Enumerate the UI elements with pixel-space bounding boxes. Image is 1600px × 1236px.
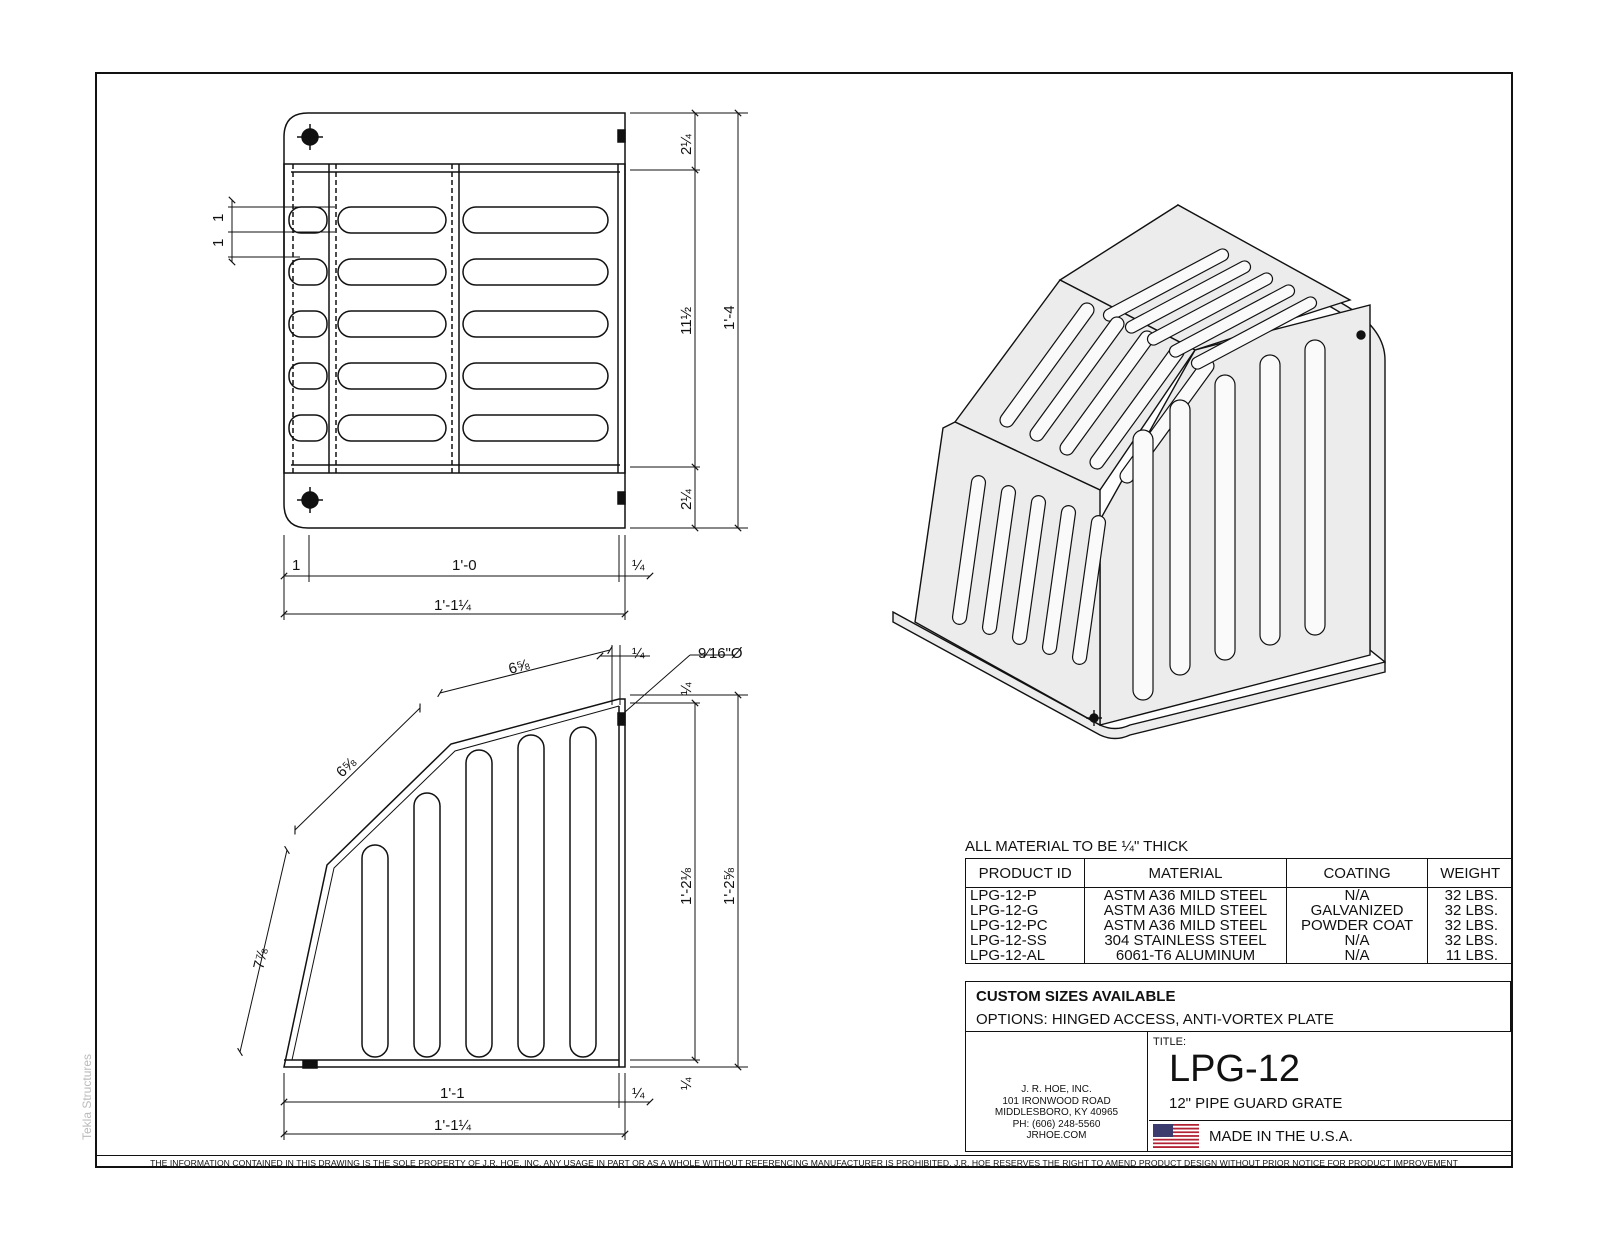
spec-cell: ASTM A36 MILD STEEL (1103, 917, 1268, 934)
isometric-view (893, 205, 1385, 739)
dim-top-thk: ¼ (632, 645, 645, 662)
slot (289, 415, 327, 441)
top-view (284, 113, 625, 528)
dim-opening: 11½ (678, 306, 695, 335)
dim-bottom-offset: ¼ (678, 1077, 695, 1090)
slot (338, 363, 446, 389)
custom-options-box (965, 981, 1511, 1031)
company-web: JRHOE.COM (1026, 1130, 1087, 1141)
side-view-outline (284, 699, 625, 1067)
spec-cell: 32 LBS. (1444, 902, 1498, 919)
spec-header-row (966, 859, 1513, 888)
spec-cell: POWDER COAT (1300, 917, 1414, 934)
slot (463, 259, 608, 285)
top-view-dimensions (228, 113, 748, 620)
slot (463, 363, 608, 389)
spec-table (965, 858, 1513, 964)
company-name: J. R. HOE, INC. (1021, 1084, 1092, 1095)
slot (463, 311, 608, 337)
iso-mount-hole (1357, 331, 1365, 339)
slot (289, 207, 327, 233)
slot (338, 311, 446, 337)
slot (466, 750, 492, 1057)
dim-top-offset: ¼ (678, 682, 695, 695)
slot (518, 735, 544, 1057)
spec-cell: LPG-12-G (970, 902, 1039, 919)
col-material: MATERIAL (1085, 859, 1286, 888)
spec-cell: N/A (1344, 932, 1370, 949)
dim-slot-a: 1 (210, 213, 227, 222)
spec-cell: ASTM A36 MILD STEEL (1103, 887, 1268, 904)
dim-slot-b: 1 (210, 238, 227, 247)
title-main: LPG-12 (1169, 1048, 1300, 1090)
spec-cell: 11 LBS. (1445, 947, 1498, 964)
dim-overall-height: 1'-4 (721, 305, 738, 330)
spec-cell: N/A (1344, 947, 1370, 964)
slot (1170, 400, 1190, 675)
col-coating: COATING (1286, 859, 1428, 888)
dim-bottom-flange: 2¼ (678, 489, 695, 510)
spec-cell: LPG-12-PC (970, 917, 1048, 934)
spec-cell: LPG-12-AL (970, 947, 1046, 964)
slot (1305, 340, 1325, 635)
dim-hole: 9⁄16"Ø (698, 645, 743, 662)
slot (1133, 430, 1153, 700)
dim-overall-height-side: 1'-2⅝ (721, 867, 738, 905)
top-view-slots (289, 207, 608, 441)
slot (338, 259, 446, 285)
side-view (284, 699, 625, 1068)
watermark: Tekla Structures (80, 1053, 94, 1140)
coating-cell (1286, 888, 1428, 964)
dim-mid-slope: 6⅝ (332, 754, 360, 781)
spec-cell: N/A (1344, 887, 1370, 904)
slot (570, 727, 596, 1057)
spec-cell: 32 LBS. (1444, 917, 1498, 934)
slot (362, 845, 388, 1057)
top-view-grate-frame (284, 164, 625, 473)
custom-sizes: CUSTOM SIZES AVAILABLE (976, 988, 1176, 1005)
company-phone: PH: (606) 248-5560 (1012, 1118, 1101, 1130)
title-label: TITLE: (1153, 1036, 1187, 1048)
dim-inner-height: 1'-2⅛ (678, 867, 695, 905)
slot (338, 207, 446, 233)
dim-overall-width: 1'-1¼ (434, 597, 472, 614)
slot (414, 793, 440, 1057)
material-note: ALL MATERIAL TO BE ¼" THICK (965, 838, 1189, 855)
dim-lower-slope: 7⅞ (250, 946, 272, 971)
slot (289, 259, 327, 285)
side-view-slots (362, 727, 596, 1057)
spec-cell: 6061-T6 ALUMINUM (1115, 947, 1256, 964)
slot (1215, 375, 1235, 660)
company-city: MIDDLESBORO, KY 40965 (994, 1107, 1119, 1118)
weight-cell (1428, 888, 1513, 964)
disclaimer-footer: THE INFORMATION CONTAINED IN THIS DRAWING IS THE SOLE PROPERTY OF J.R. HOE, INC. ANY USAGE IN PART OR AS A WHOLE WITHOUT REFERENCING MANUFACTURER IS PROHIBITED. J.R. HOE RESERVES THE RIGHT TO AMEND PRODUCT DESIGN WITHOUT PRIOR NOTICE FOR PRODUCT IMPROVEMENT (96, 1155, 1512, 1168)
slot (463, 207, 608, 233)
made-in-row (1149, 1120, 1512, 1152)
slot (338, 415, 446, 441)
dim-upper-slope: 6⅝ (506, 656, 532, 678)
title-subtitle: 12" PIPE GUARD GRATE (1169, 1095, 1343, 1112)
col-weight: WEIGHT (1428, 859, 1513, 888)
slot (1260, 355, 1280, 645)
mount-hole-top-left (297, 124, 323, 150)
dim-left-offset: 1 (292, 557, 301, 574)
company-address (966, 1032, 1148, 1151)
title-block (965, 1031, 1513, 1152)
dim-thk: ¼ (632, 557, 645, 574)
spec-cell: ASTM A36 MILD STEEL (1103, 902, 1268, 919)
product-id-cell (966, 888, 1085, 964)
dim-overall-base: 1'-1¼ (434, 1117, 472, 1134)
dim-top-flange: 2¼ (678, 134, 695, 155)
spec-cell: LPG-12-P (970, 887, 1037, 904)
material-cell (1085, 888, 1286, 964)
slot (289, 363, 327, 389)
dim-base-thk: ¼ (632, 1085, 645, 1102)
spec-cell: 32 LBS. (1444, 887, 1498, 904)
spec-cell: GALVANIZED (1310, 902, 1404, 919)
slot (463, 415, 608, 441)
mount-hole-bottom-left (297, 487, 323, 513)
col-product-id: PRODUCT ID (966, 859, 1085, 888)
options-text: OPTIONS: HINGED ACCESS, ANTI-VORTEX PLATE (976, 1011, 1334, 1028)
slot (289, 311, 327, 337)
dim-base: 1'-1 (440, 1085, 465, 1102)
company-street: 101 IRONWOOD ROAD (1002, 1095, 1111, 1107)
spec-body (966, 888, 1513, 964)
dim-width: 1'-0 (452, 557, 477, 574)
made-in-text: MADE IN THE U.S.A. (1209, 1128, 1353, 1145)
spec-cell: LPG-12-SS (970, 932, 1047, 949)
spec-cell: 32 LBS. (1444, 932, 1498, 949)
spec-cell: 304 STAINLESS STEEL (1104, 932, 1267, 949)
us-flag-icon (1153, 1124, 1199, 1148)
